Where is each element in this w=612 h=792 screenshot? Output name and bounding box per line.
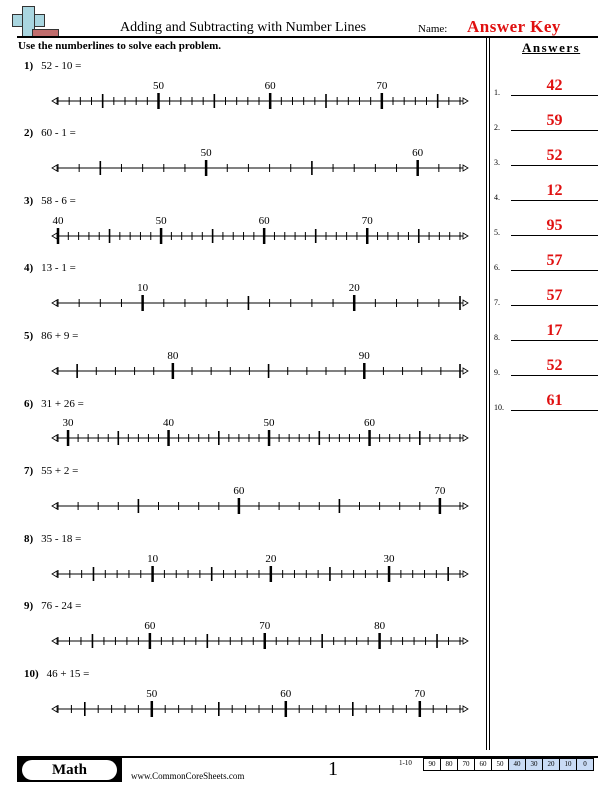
- answer-row: [494, 174, 598, 204]
- tick-label: 50: [146, 688, 158, 700]
- number-line: [52, 147, 468, 176]
- answer-value: 12: [546, 182, 563, 199]
- number-line: [52, 417, 468, 446]
- answer-number: 9.: [494, 368, 500, 377]
- arrow-left-icon: [52, 571, 57, 577]
- answer-line: [511, 410, 598, 411]
- answer-value: 57: [546, 287, 563, 304]
- answer-number: 6.: [494, 263, 500, 272]
- answer-number: 2.: [494, 123, 500, 132]
- tick-label: 50: [155, 215, 167, 227]
- score-cell: 40: [509, 759, 526, 770]
- problem-expression: 60 - 1 =: [41, 127, 76, 139]
- problem-expression: 46 + 15 =: [46, 668, 90, 680]
- arrow-left-icon: [52, 233, 57, 239]
- worksheet-title: Adding and Subtracting with Number Lines: [120, 20, 367, 35]
- arrow-left-icon: [52, 300, 57, 306]
- score-cell: 50: [492, 759, 509, 770]
- answer-number: 3.: [494, 158, 500, 167]
- problem-number: 10): [24, 668, 39, 680]
- score-cell: 0: [577, 759, 593, 770]
- score-cell: 90: [424, 759, 441, 770]
- tick-label: 80: [374, 620, 386, 632]
- answer-line: [511, 375, 598, 376]
- answer-row: [494, 384, 598, 414]
- answer-value: 59: [546, 112, 563, 129]
- problem-expression: 76 - 24 =: [41, 600, 82, 612]
- arrow-right-icon: [463, 503, 468, 509]
- arrow-right-icon: [463, 368, 468, 374]
- tick-label: 50: [200, 147, 212, 159]
- number-line: [52, 215, 468, 244]
- answer-key-label: Answer Key: [467, 17, 561, 36]
- answer-value: 17: [546, 322, 563, 339]
- tick-label: 20: [348, 282, 360, 294]
- arrow-right-icon: [463, 98, 468, 104]
- answer-number: 8.: [494, 333, 500, 342]
- tick-label: 60: [264, 80, 276, 92]
- problem-number: 8): [24, 533, 34, 545]
- problem-expression: 52 - 10 =: [41, 60, 82, 72]
- name-label: Name:: [418, 23, 448, 35]
- problem-number: 2): [24, 127, 34, 139]
- answer-number: 7.: [494, 298, 500, 307]
- tick-label: 40: [163, 417, 175, 429]
- score-cell: 70: [458, 759, 475, 770]
- tick-label: 10: [147, 553, 159, 565]
- answer-value: 95: [546, 217, 563, 234]
- answer-number: 5.: [494, 228, 500, 237]
- score-cell: 20: [543, 759, 560, 770]
- tick-label: 70: [434, 485, 446, 497]
- tick-label: 90: [358, 350, 370, 362]
- score-table: [423, 758, 594, 771]
- arrow-right-icon: [463, 638, 468, 644]
- arrow-left-icon: [52, 368, 57, 374]
- tick-label: 30: [62, 417, 74, 429]
- answer-line: [511, 95, 598, 96]
- tick-label: 50: [153, 80, 164, 92]
- number-line: [52, 350, 468, 379]
- problem-number: 4): [24, 262, 34, 274]
- problem-number: 7): [24, 465, 34, 477]
- answer-line: [511, 235, 598, 236]
- tick-label: 60: [258, 215, 270, 227]
- score-cell: 60: [475, 759, 492, 770]
- answer-value: 42: [546, 77, 563, 94]
- arrow-right-icon: [463, 706, 468, 712]
- score-cell: 80: [441, 759, 458, 770]
- tick-label: 30: [383, 553, 395, 565]
- tick-label: 70: [259, 620, 271, 632]
- answer-line: [511, 305, 598, 306]
- answer-row: [494, 104, 598, 134]
- answer-line: [511, 200, 598, 201]
- number-line: [52, 688, 468, 717]
- arrow-left-icon: [52, 435, 57, 441]
- problem-number: 9): [24, 600, 34, 612]
- answers-heading: Answers: [522, 40, 581, 55]
- number-line: [52, 553, 468, 582]
- tick-label: 70: [361, 215, 373, 227]
- score-range-label: 1-10: [399, 759, 412, 767]
- problem-expression: 31 + 26 =: [41, 398, 84, 410]
- tick-label: 70: [376, 80, 388, 92]
- arrow-left-icon: [52, 638, 57, 644]
- answer-row: [494, 314, 598, 344]
- answer-row: [494, 69, 598, 99]
- answer-line: [511, 340, 598, 341]
- number-line: [52, 485, 468, 514]
- score-cell: 30: [526, 759, 543, 770]
- tick-label: 60: [412, 147, 424, 159]
- site-url: www.CommonCoreSheets.com: [131, 771, 245, 781]
- tick-label: 70: [414, 688, 426, 700]
- arrow-right-icon: [463, 300, 468, 306]
- tick-label: 60: [364, 417, 376, 429]
- tick-label: 60: [280, 688, 292, 700]
- problem-expression: 58 - 6 =: [41, 195, 76, 207]
- answer-row: [494, 349, 598, 379]
- answer-value: 52: [546, 147, 563, 164]
- tick-label: 80: [167, 350, 179, 362]
- answer-value: 61: [546, 392, 563, 409]
- arrow-right-icon: [463, 233, 468, 239]
- answer-row: [494, 209, 598, 239]
- instructions: Use the numberlines to solve each problem.: [18, 40, 221, 52]
- answer-number: 1.: [494, 88, 500, 97]
- tick-label: 60: [233, 485, 245, 497]
- problem-number: 5): [24, 330, 34, 342]
- arrow-left-icon: [52, 706, 57, 712]
- answer-line: [511, 130, 598, 131]
- tick-label: 10: [137, 282, 149, 294]
- problem-number: 1): [24, 60, 34, 72]
- page-number: 1: [328, 758, 338, 780]
- answer-row: [494, 139, 598, 169]
- tick-label: 40: [52, 215, 64, 227]
- number-line: [52, 80, 468, 109]
- answer-line: [511, 165, 598, 166]
- score-cell: 10: [560, 759, 577, 770]
- number-line: [52, 282, 468, 311]
- tick-label: 20: [265, 553, 277, 565]
- arrow-left-icon: [52, 165, 57, 171]
- answer-line: [511, 270, 598, 271]
- answer-row: [494, 244, 598, 274]
- answer-value: 57: [546, 252, 563, 269]
- answer-row: [494, 279, 598, 309]
- subject-label: Math: [22, 760, 117, 780]
- arrow-right-icon: [463, 435, 468, 441]
- problem-expression: 13 - 1 =: [41, 262, 76, 274]
- arrow-right-icon: [463, 571, 468, 577]
- problem-expression: 35 - 18 =: [41, 533, 82, 545]
- problem-expression: 55 + 2 =: [41, 465, 79, 477]
- arrow-right-icon: [463, 165, 468, 171]
- answer-number: 4.: [494, 193, 500, 202]
- tick-label: 60: [144, 620, 156, 632]
- tick-label: 50: [263, 417, 275, 429]
- answer-value: 52: [546, 357, 563, 374]
- arrow-left-icon: [52, 503, 57, 509]
- number-line: [52, 620, 468, 649]
- answer-number: 10.: [494, 403, 504, 412]
- problem-number: 6): [24, 398, 34, 410]
- arrow-left-icon: [52, 98, 57, 104]
- problem-number: 3): [24, 195, 34, 207]
- problem-expression: 86 + 9 =: [41, 330, 79, 342]
